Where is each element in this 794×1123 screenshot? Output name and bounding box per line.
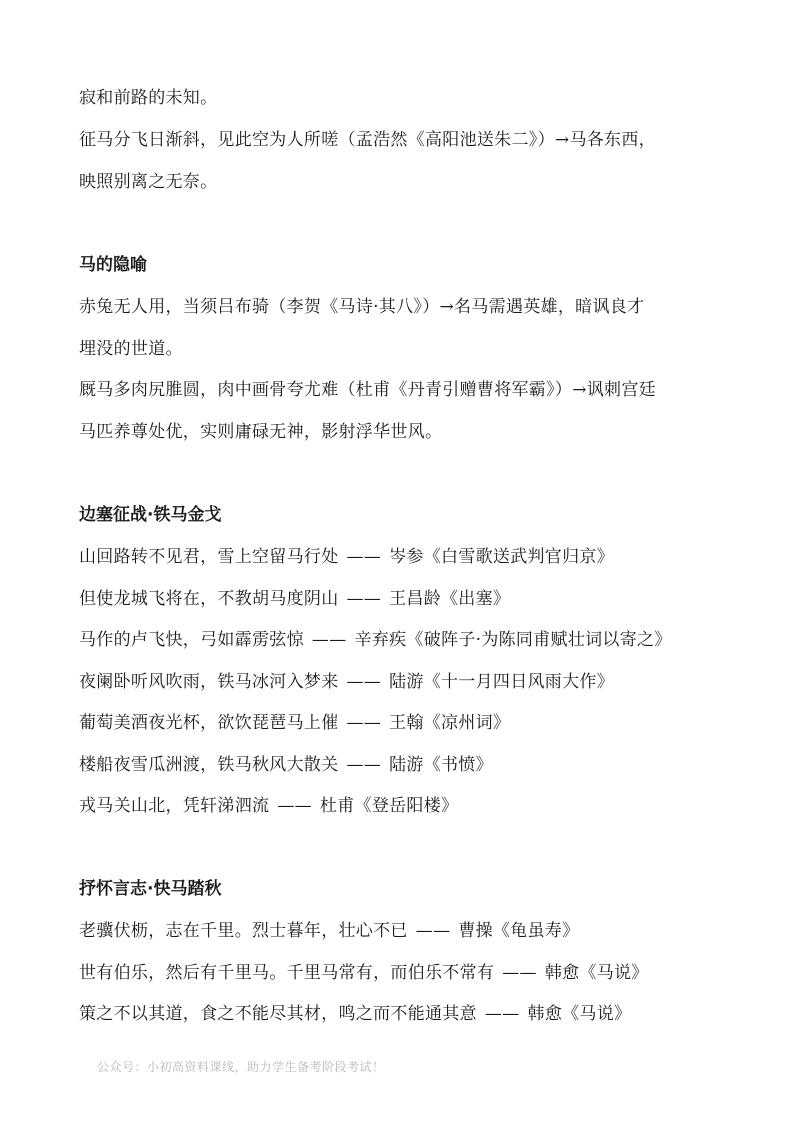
dash: —— <box>311 630 347 650</box>
poem-quote <box>79 628 672 652</box>
verse-text: 楼船夜雪瓜洲渡，铁马秋风大散关 <box>79 755 339 775</box>
dash: —— <box>484 1004 520 1024</box>
verse-text: 但使龙城飞将在，不教胡马度阴山 <box>79 589 339 609</box>
poem-source: 陆游《书愤》 <box>389 755 493 775</box>
dash: —— <box>415 921 451 941</box>
paragraph-line: 寂和前路的未知。 <box>79 88 218 108</box>
verse-text: 老骥伏枥，志在千里。烈士暮年，壮心不已 <box>79 921 408 941</box>
poem-quote <box>79 794 458 818</box>
verse-text: 葡萄美酒夜光杯，欲饮琵琶马上催 <box>79 713 339 733</box>
verse-text: 山回路转不见君，雪上空留马行处 <box>79 547 339 567</box>
paragraph-line: 厩马多肉尻脽圆，肉中画骨夸尤难（杜甫《丹青引赠曹将军霸》）→讽刺宫廷 <box>79 380 656 400</box>
dash: —— <box>346 713 382 733</box>
poem-source: 辛弃疾《破阵子·为陈同甫赋壮词以寄之》 <box>354 630 672 650</box>
section-heading-metaphor: 马的隐喻 <box>79 255 147 275</box>
poem-source: 岑参《白雪歌送武判官归京》 <box>389 547 615 567</box>
dash: —— <box>502 963 537 983</box>
section-heading-frontier: 边塞征战·铁马金戈 <box>79 505 222 525</box>
poem-source: 韩愈《马说》 <box>527 1004 632 1024</box>
section-heading-ambition: 抒怀言志·快马踏秋 <box>79 879 222 899</box>
poem-source: 王翰《凉州词》 <box>389 713 511 733</box>
poem-quote <box>79 919 579 943</box>
verse-text: 戎马关山北，凭轩涕泗流 <box>79 796 270 816</box>
paragraph-line: 映照别离之无奈。 <box>79 172 218 192</box>
poem-source: 王昌龄《出塞》 <box>389 589 511 609</box>
dash: —— <box>346 672 382 692</box>
verse-text: 世有伯乐，然后有千里马。千里马常有，而伯乐不常有 <box>79 963 495 983</box>
paragraph-line: 马匹养尊处优，实则庸碌无神，影射浮华世风。 <box>79 422 443 442</box>
verse-text: 夜阑卧听风吹雨，铁马冰河入梦来 <box>79 672 339 692</box>
poem-source: 杜甫《登岳阳楼》 <box>319 796 459 816</box>
poem-quote <box>79 753 493 777</box>
dash: —— <box>346 547 382 567</box>
paragraph-line: 埋没的世道。 <box>79 339 183 359</box>
paragraph-line: 征马分飞日渐斜，见此空为人所嗟（孟浩然《高阳池送朱二》）→马各东西， <box>79 130 656 150</box>
poem-quote <box>79 961 649 985</box>
dash: —— <box>277 796 312 816</box>
verse-text: 策之不以其道，食之不能尽其材，鸣之而不能通其意 <box>79 1004 477 1024</box>
verse-text: 马作的卢飞快，弓如霹雳弦惊 <box>79 630 304 650</box>
dash: —— <box>346 589 382 609</box>
paragraph-line: 赤兔无人用，当须吕布骑（李贺《马诗·其八》）→名马需遇英雄，暗讽良才 <box>79 297 645 317</box>
footer-note: 公众号：小初高资料课线，助力学生备考阶段考试！ <box>97 1060 385 1074</box>
poem-quote <box>79 545 614 569</box>
poem-quote <box>79 670 614 694</box>
poem-source: 曹操《龟虽寿》 <box>458 921 580 941</box>
poem-source: 韩愈《马说》 <box>544 963 649 983</box>
poem-source: 陆游《十一月四日风雨大作》 <box>389 672 615 692</box>
poem-quote <box>79 587 510 611</box>
poem-quote <box>79 1002 631 1026</box>
poem-quote <box>79 711 510 735</box>
dash: —— <box>346 755 382 775</box>
